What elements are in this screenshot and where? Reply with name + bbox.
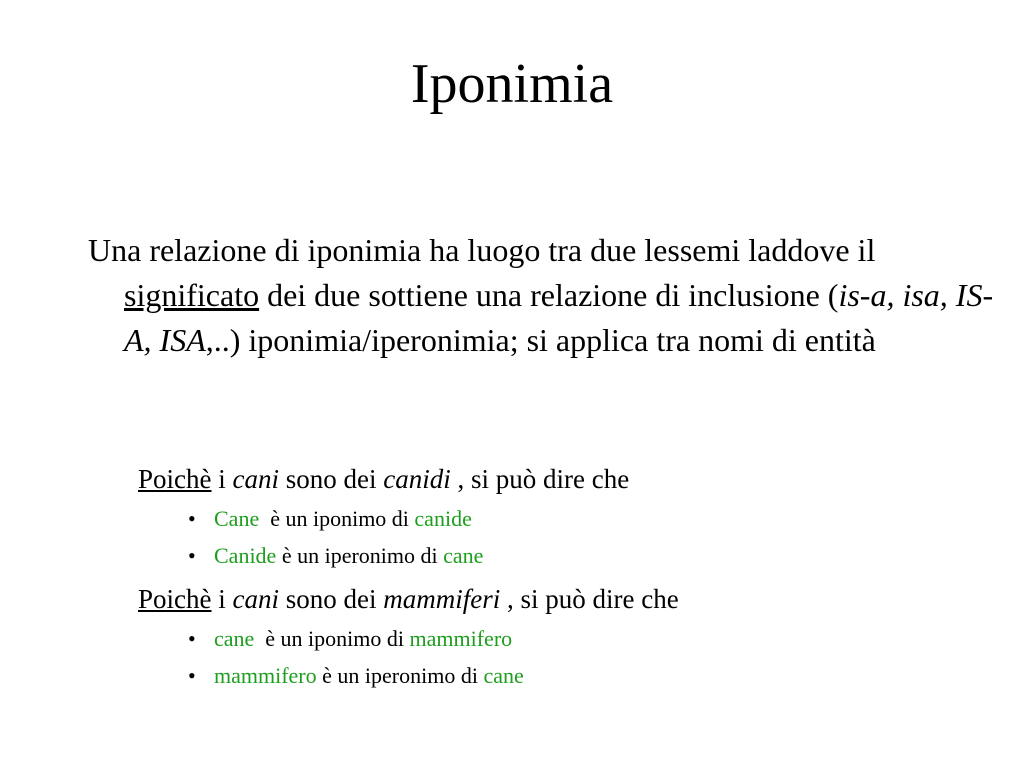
relation-text: è un iperonimo di [316,663,484,688]
example-1-end: , si può dire che [450,464,630,494]
example-2-subject: cani [232,584,280,614]
example-1-bullet-2 [188,542,483,570]
example-1-i: i [211,464,233,494]
relation-text: è un iperonimo di [276,543,444,568]
example-2-object: mammiferi [383,584,501,614]
definition-text-2: dei due sottiene una relazione di inclusione ( [259,277,839,313]
bullet-dot: • [188,663,196,688]
significato-term: significato [124,277,260,313]
hypernym-term: mammifero [409,626,513,651]
example-2-heading [138,582,679,616]
bullet-dot: • [188,543,196,568]
example-2-end: , si può dire che [500,584,679,614]
example-2-bullet-2 [188,662,524,690]
slide-title: Iponimia [410,53,614,115]
bullet-dot: • [188,626,196,651]
hyponym-term: Cane [214,506,260,531]
example-2-i: i [211,584,233,614]
hyponym-term: cane [483,663,524,688]
example-1-heading [138,462,629,496]
definition-text-3: ,..) iponimia/iperonimia; si applica tra nomi di entità [205,322,876,358]
example-1-bullet-1 [188,505,472,533]
definition-paragraph [88,228,1004,363]
hypernym-term: Canide [214,543,277,568]
example-2-mid: sono dei [279,584,384,614]
poiche-word: Poichè [138,584,212,614]
poiche-word: Poichè [138,464,212,494]
example-1-object: canidi [383,464,451,494]
example-1-subject: cani [232,464,280,494]
relation-text: è un iponimo di [259,506,415,531]
bullet-dot: • [188,506,196,531]
example-2-bullet-1 [188,625,512,653]
hyponym-term: cane [443,543,484,568]
isa-notation: is-a, isa, IS-A, ISA [124,277,994,358]
definition-text-1: Una relazione di iponimia ha luogo tra due lessemi laddove il [88,232,876,268]
example-1-mid: sono dei [279,464,384,494]
relation-text: è un iponimo di [254,626,410,651]
hyponym-term: cane [214,626,255,651]
hypernym-term: canide [414,506,472,531]
hypernym-term: mammifero [214,663,317,688]
